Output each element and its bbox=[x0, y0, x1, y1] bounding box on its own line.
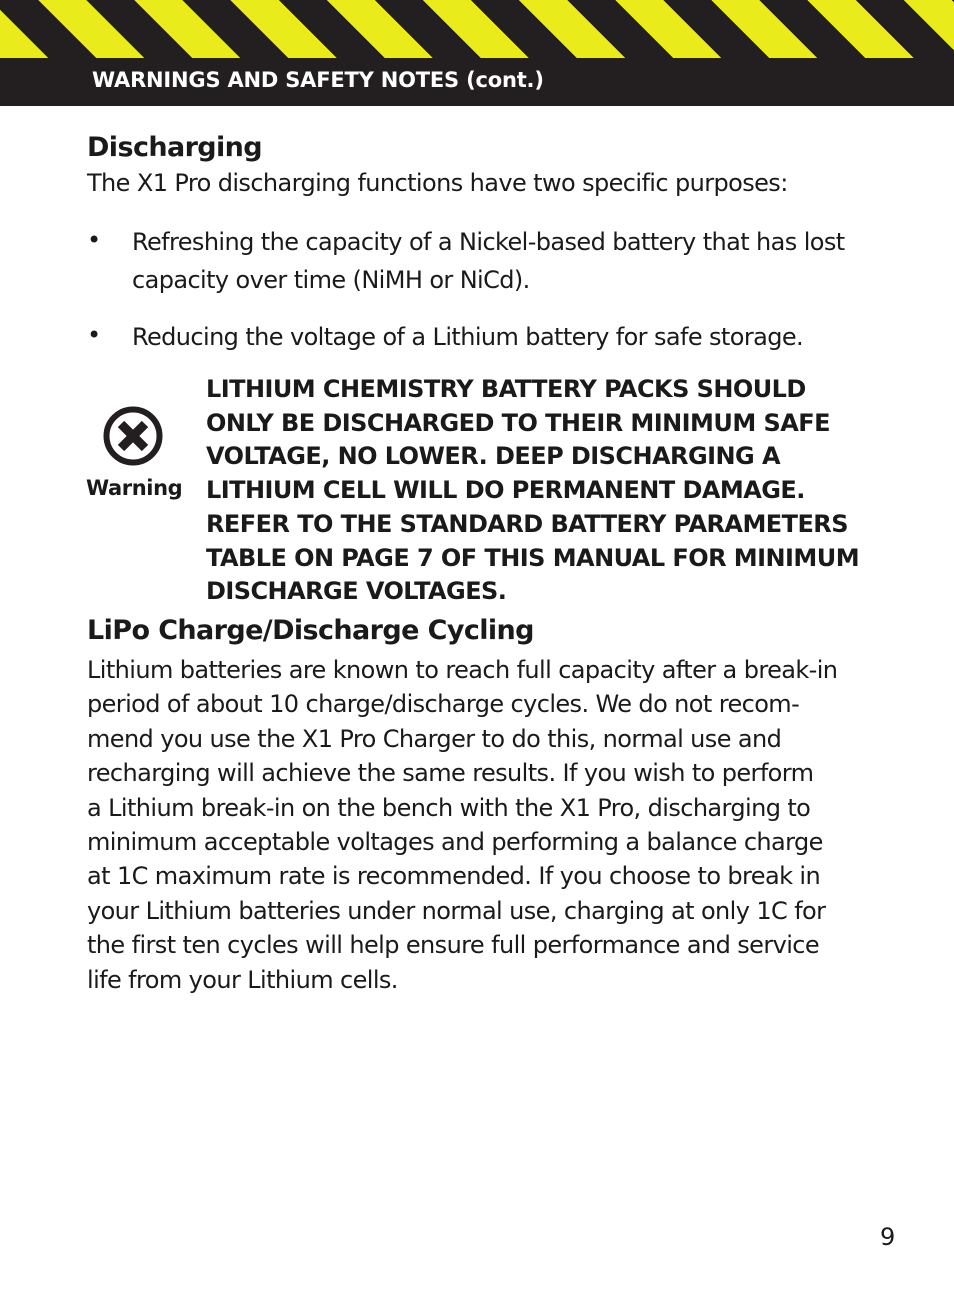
warning-line: TABLE ON PAGE 7 OF THIS MANUAL FOR MINIMUM bbox=[206, 543, 860, 572]
warning-line: ONLY BE DISCHARGED TO THEIR MINIMUM SAFE bbox=[206, 408, 830, 437]
bullet-line: capacity over time (NiMH or NiCd). bbox=[132, 266, 530, 294]
x-circle-icon bbox=[102, 405, 164, 467]
paragraph-line: mend you use the X1 Pro Charger to do this, normal use and bbox=[87, 724, 782, 753]
paragraph-line: your Lithium batteries under normal use, charging at only 1C for bbox=[87, 896, 826, 925]
list-item bbox=[87, 223, 877, 299]
paragraph-line: minimum acceptable voltages and performing a balance charge bbox=[87, 828, 823, 857]
warning-line: LITHIUM CELL WILL DO PERMANENT DAMAGE. bbox=[206, 476, 805, 505]
section-heading-discharging: Discharging bbox=[87, 132, 263, 163]
page-number: 9 bbox=[880, 1223, 896, 1251]
warning-text bbox=[206, 373, 896, 609]
paragraph-line: life from your Lithium cells. bbox=[87, 965, 398, 994]
warning-line: LITHIUM CHEMISTRY BATTERY PACKS SHOULD bbox=[206, 375, 806, 403]
paragraph-line: Lithium batteries are known to reach full capacity after a break-in bbox=[87, 656, 838, 684]
hazard-stripe-banner bbox=[0, 0, 954, 58]
cycling-paragraph bbox=[87, 653, 907, 997]
discharging-intro: The X1 Pro discharging functions have two specific purposes: bbox=[87, 169, 788, 197]
bullet-symbol: • bbox=[87, 226, 101, 254]
bullet-symbol: • bbox=[87, 321, 101, 349]
warning-label: Warning bbox=[86, 476, 183, 500]
paragraph-line: a Lithium break-in on the bench with the X1 Pro, discharging to bbox=[87, 793, 811, 822]
bullet-line: Refreshing the capacity of a Nickel-based battery that has lost bbox=[132, 228, 845, 256]
section-heading-cycling: LiPo Charge/Discharge Cycling bbox=[87, 615, 534, 646]
paragraph-line: recharging will achieve the same results. If you wish to perform bbox=[87, 759, 814, 788]
header-title: WARNINGS AND SAFETY NOTES (cont.) bbox=[92, 68, 544, 92]
bullet-line: Reducing the voltage of a Lithium battery for safe storage. bbox=[132, 323, 804, 351]
list-item bbox=[87, 318, 877, 356]
paragraph-line: at 1C maximum rate is recommended. If you choose to break in bbox=[87, 862, 821, 891]
warning-line: DISCHARGE VOLTAGES. bbox=[206, 577, 507, 606]
paragraph-line: period of about 10 charge/discharge cycles. We do not recom- bbox=[87, 690, 800, 719]
warning-line: REFER TO THE STANDARD BATTERY PARAMETERS bbox=[206, 509, 848, 538]
warning-line: VOLTAGE, NO LOWER. DEEP DISCHARGING A bbox=[206, 442, 781, 471]
paragraph-line: the first ten cycles will help ensure full performance and service bbox=[87, 931, 820, 960]
